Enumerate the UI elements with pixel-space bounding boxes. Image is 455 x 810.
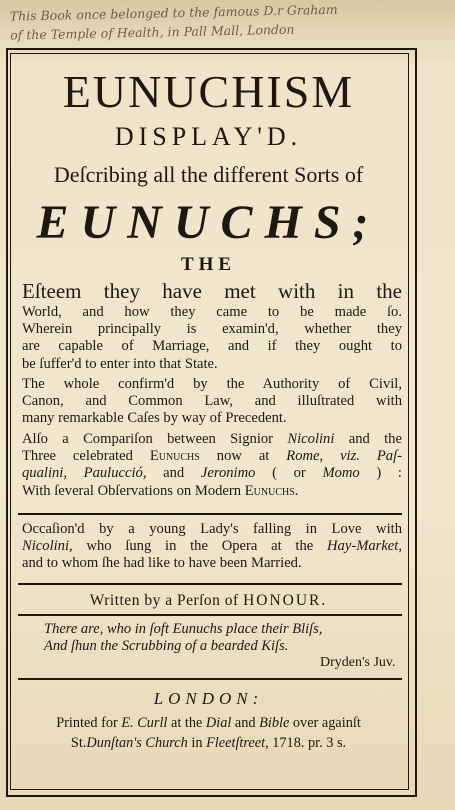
divider-rule xyxy=(18,583,402,585)
comparison-line: qualini, Paulucció, and Jeronimo ( or Momo ) : xyxy=(22,465,402,482)
epigraph-attribution: Dryden's Juv. xyxy=(320,655,396,670)
esteem-heading: Eſteem they have met with in the xyxy=(22,279,402,303)
comparison-line: With ſeveral Obſervations on Modern Eunuchs. xyxy=(22,482,299,499)
subtitle: Deſcribing all the different Sorts of xyxy=(53,162,364,187)
esteem-line: Wherein principally is examin'd, whether they xyxy=(22,321,402,338)
title-line-1: EUNUCHISM xyxy=(62,66,355,117)
esteem-line: be ſuffer'd to enter into that State. xyxy=(22,355,218,372)
divider-rule xyxy=(18,513,402,515)
confirm-line: The whole confirm'd by the Authority of Civil, xyxy=(22,376,402,392)
imprint-line-1: Printed for E. Curll at the Dial and Bible over againſt xyxy=(56,715,361,731)
occasion-paragraph xyxy=(22,521,402,573)
title-eunuchs: EUNUCHS; xyxy=(36,196,381,249)
divider-rule xyxy=(18,614,402,616)
occasion-line: Nicolini, who ſung in the Opera at the Hay-Market, xyxy=(22,538,402,555)
esteem-paragraph xyxy=(22,304,402,373)
confirm-line: Canon, and Common Law, and illuſtrated with xyxy=(22,393,402,410)
comparison-line: Three celebrated Eunuchs now at Rome, viz. Paſ- xyxy=(22,448,402,465)
handwritten-inscription xyxy=(10,0,451,53)
author-line: Written by a Perſon of HONOUR. xyxy=(89,592,328,609)
confirm-line: many remarkable Caſes by way of Precedent. xyxy=(22,410,287,427)
occasion-line: and to whom ſhe had like to have been Married. xyxy=(22,555,302,572)
title-line-2: DISPLAY'D. xyxy=(114,122,303,151)
imprint-line-2: St.Dunſtan's Church in Fleetſtreet, 1718. pr. 3 s. xyxy=(70,735,347,751)
divider-rule xyxy=(18,678,402,680)
occasion-line: Occaſion'd by a young Lady's falling in Love with xyxy=(22,521,402,537)
esteem-line: are capable of Marriage, and if they ought to xyxy=(22,338,402,355)
inscription-line-1: This Book once belonged to the famous D.r Graham xyxy=(9,1,338,24)
imprint-city: LONDON: xyxy=(153,689,264,708)
title-the: THE xyxy=(180,254,237,275)
epigraph-line-2: And ſhun the Scrubbing of a bearded Kiſs. xyxy=(44,638,289,654)
epigraph-line-1: There are, who in ſoft Eunuchs place their Bliſs, xyxy=(44,621,323,637)
comparison-line: Alſo a Compariſon between Signior Nicolini and the xyxy=(22,431,402,447)
esteem-line: World, and how they came to be made ſo. xyxy=(22,304,402,320)
inscription-line-2: of the Temple of Health, in Pall Mall, London xyxy=(10,21,295,43)
confirm-paragraph xyxy=(22,376,402,428)
comparison-paragraph xyxy=(22,431,402,500)
